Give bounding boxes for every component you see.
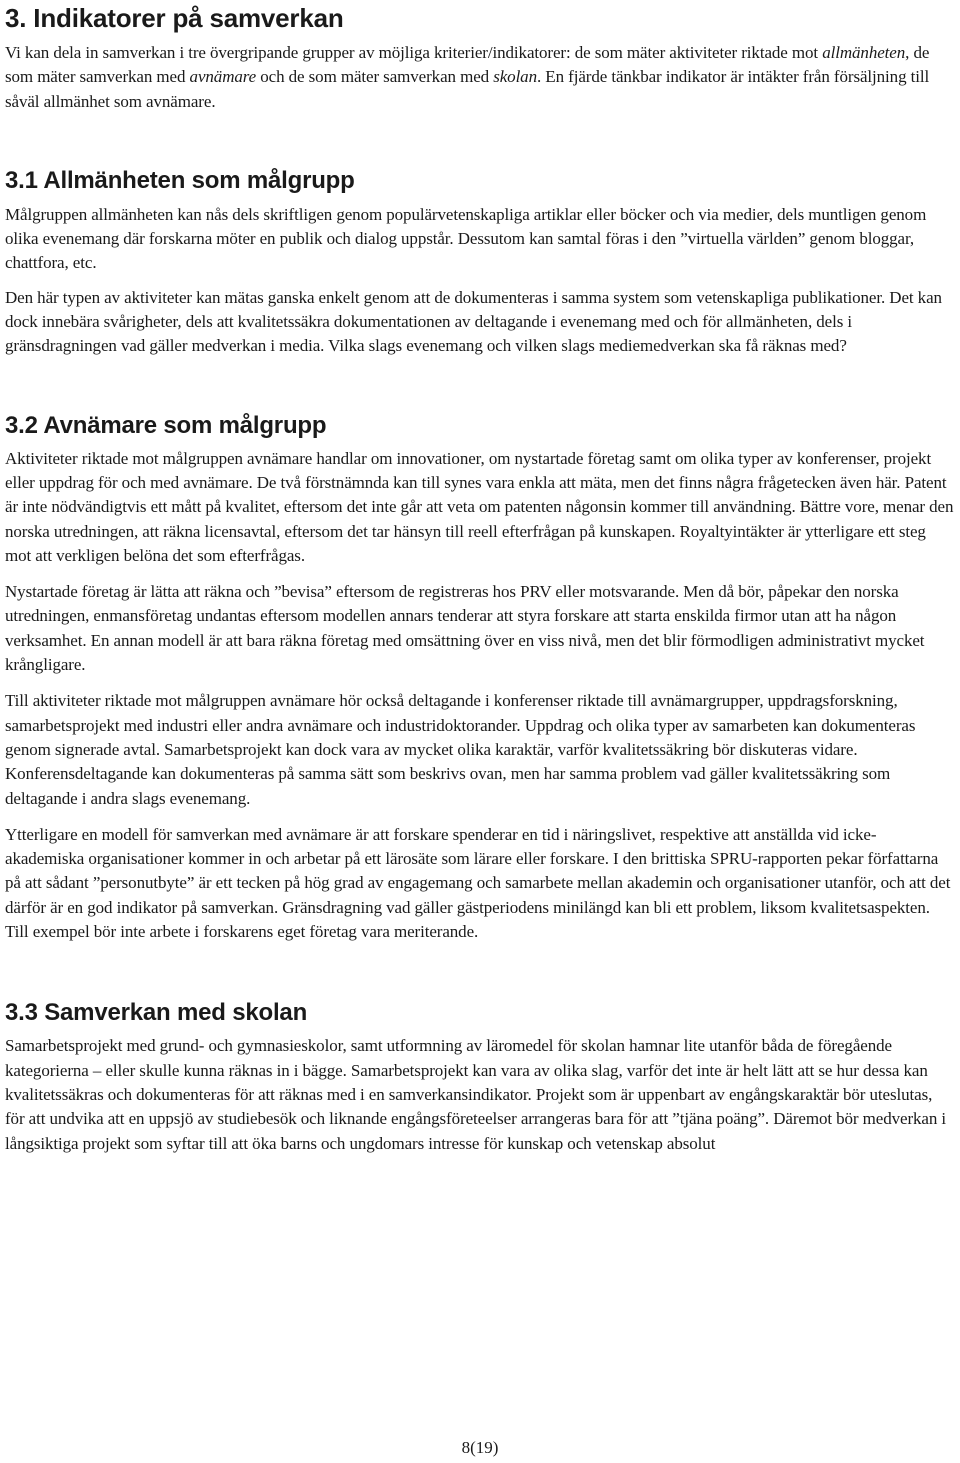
section-3-2-paragraph-4: Ytterligare en modell för samverkan med avnämare är att forskare spenderar en tid i näringslivet, respektive att anställda vid icke-akademiska organisationer kommer in och arbetar på ett lärosäte som lärare eller forskare. I den brittiska SPRU-rapporten pekar författarna på att sådant ”personutbyte” är ett tecken på hög grad av engagemang och samarbete mellan akademin och organisationer utanför, och att det därför är en god indikator på samverkan. Gränsdragning vad gäller gästperiodens minilängd kan bli ett problem, liksom kvalitetsaspekten. Till exempel bör inte arbete i forskarens eget företag vara meriterande. [5, 824, 951, 942]
section-3-2-heading: 3.2 Avnämare som målgrupp [5, 411, 327, 439]
section-3-3-paragraph-1: Samarbetsprojekt med grund- och gymnasieskolor, samt utformning av läromedel för skolan hamnar lite utanför båda de föregående kategorierna – eller skulle kunna räknas in i bägge. Samarbetsprojekt kan vara av olika slag, varför det inte är helt lätt att se hur dessa kan kvalitetssäkras och dokumenteras för att räknas med i en samverkansindikator. Projekt som är uppenbart av engångskaraktär bör uteslutas, för att undvika att en uppsjö av studiebesök och liknande engångsföreteelser arrangeras bara för att ”tjäna poäng”. Däremot bör medverkan i långsiktiga projekt som syftar till att öka barns och ungdomars intresse för kunskap och vetenskap absolut [5, 1036, 947, 1153]
section-3-1-paragraph-1: Målgruppen allmänheten kan nås dels skriftligen genom populärvetenskapliga artiklar eller böcker och via medier, dels muntligen genom olika evenemang där forskarna möter en publik och dialog uppstår. Dessutom kan samtal föras i den ”virtuella världen” genom bloggar, chattfora, etc. [5, 204, 927, 273]
section-3-heading: 3. Indikatorer på samverkan [5, 3, 344, 33]
page-number: 8(19) [461, 1438, 499, 1457]
intro-emphasis-avnamare: avnämare [189, 67, 257, 87]
page-content [5, 0, 955, 1156]
section-3-2-paragraph-3: Till aktiviteter riktade mot målgruppen avnämare hör också deltagande i konferenser riktade till avnämargrupper, uppdragsforskning, samarbetsprojekt med industri eller andra avnämare och industridoktorander. Uppdrag och olika typer av samarbeten kan dokumenteras genom signerade avtal. Samarbetsprojekt kan dock vara av mycket olika karaktär, varför kvalitetssäkring bör diskuteras vidare. Konferensdeltagande kan dokumenteras på samma sätt som beskrivs ovan, men har samma problem vad gäller kvalitetssäkring som deltagande i andra slags evenemang. [5, 691, 916, 808]
intro-emphasis-allmanheten: allmänheten [822, 43, 906, 62]
section-3-1-heading: 3.1 Allmänheten som målgrupp [5, 166, 355, 194]
intro-text-4: . En fjärde tänkbar indikator är intäkter från försäljning till såväl allmänhet som avnämare. [5, 67, 930, 111]
section-3-3-heading: 3.3 Samverkan med skolan [5, 999, 308, 1027]
intro-text-1: Vi kan dela in samverkan i tre övergripande grupper av möjliga kriterier/indikatorer: de som mäter aktiviteter riktade mot [5, 43, 823, 62]
section-3-2-paragraph-2: Nystartade företag är lätta att räkna och ”bevisa” eftersom de registreras hos PRV eller motsvarande. Men då bör, påpekar den norska utredningen, enmansföretag undantas eftersom modellen annars tenderar att styra forskare att starta enskilda firmor utan att ha någon verksamhet. En annan modell är att bara räkna företag med omsättning över en viss nivå, men det blir förmodligen administrativt mycket krångligare. [5, 582, 925, 675]
section-3-1-paragraph-2: Den här typen av aktiviteter kan mätas ganska enkelt genom att de dokumenteras i samma system som vetenskapliga publikationer. Det kan dock innebära svårigheter, dels att kvalitetssäkra dokumentationen av deltagande i evenemang med och för allmänheten, dels i gränsdragningen vad gäller medverkan i media. Vilka slags evenemang och vilken slags mediemedverkan ska få räknas med? [5, 287, 942, 356]
intro-text-2: , de som mäter samverkan med [5, 43, 930, 87]
section-3-2-paragraph-1: Aktiviteter riktade mot målgruppen avnämare handlar om innovationer, om nystartade företag samt om olika typer av konferenser, projekt eller uppdrag för och med avnämare. De två förstnämnda kan till synes vara enkla att mäta, men det finns några frågetecken även här. Patent är inte nödvändigtvis ett mått på kvalitet, eftersom det inte går att veta om patenten någonsin kommer till användning. Bättre vore, menar den norska utredningen, att räkna licensavtal, eftersom det tar hänsyn till reell efterfrågan på kunskapen. Royaltyintäkter är ytterligare ett steg mot att verkligen belöna det som efterfrågas. [5, 448, 954, 565]
intro-emphasis-skolan: skolan [493, 67, 537, 87]
section-3-intro [5, 41, 955, 114]
intro-text-3: och de som mäter samverkan med [256, 67, 494, 87]
